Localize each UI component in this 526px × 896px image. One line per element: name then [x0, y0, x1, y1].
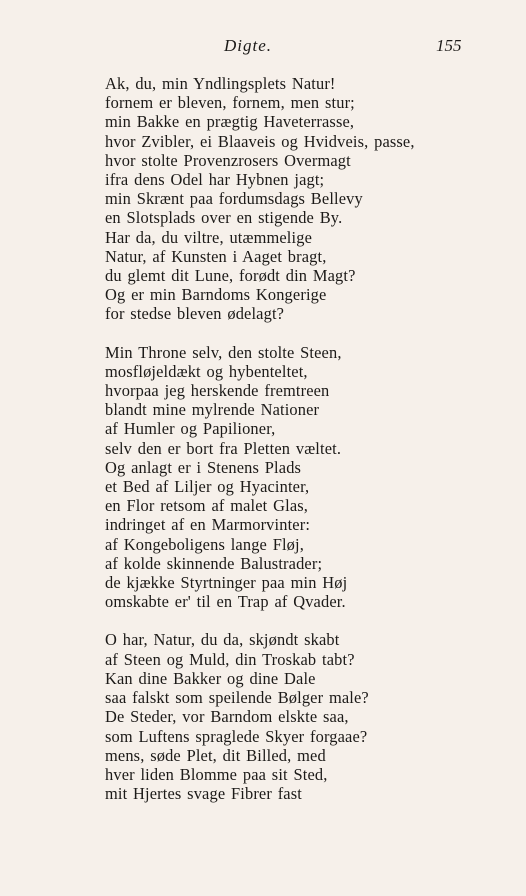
poem-line: et Bed af Liljer og Hyacinter,: [105, 477, 310, 497]
poem-line: hvorpaa jeg herskende fremtreen: [105, 381, 330, 401]
poem-line: hvor Zvibler, ei Blaaveis og Hvidveis, passe,: [105, 131, 415, 151]
poem-line: mit Hjertes svage Fibrer fast: [105, 784, 302, 804]
poem-line: blandt mine mylrende Nationer: [105, 400, 320, 420]
poem-line: omskabte er' til en Trap af Qvader.: [105, 592, 346, 612]
page-number: 155: [436, 36, 462, 55]
poem-line: mens, søde Plet, dit Billed, med: [105, 745, 326, 765]
poem-line: for stedse bleven ødelagt?: [105, 304, 285, 324]
poem-line: af Humler og Papilioner,: [105, 419, 276, 439]
poem-line: Min Throne selv, den stolte Steen,: [105, 342, 342, 362]
poem-line: du glemt dit Lune, forødt din Magt?: [105, 266, 356, 286]
stanza: [105, 343, 505, 612]
running-title: Digte.: [224, 36, 273, 55]
poem-line: af kolde skinnende Balustrader;: [105, 553, 323, 573]
poem-line: indringet af en Marmorvinter:: [105, 515, 311, 535]
poem-line: min Bakke en prægtig Haveterrasse,: [105, 112, 355, 132]
poem-line: selv den er bort fra Pletten væltet.: [105, 438, 342, 458]
poem-line: O har, Natur, du da, skjøndt skabt: [105, 630, 340, 650]
running-header: [0, 36, 526, 58]
poem-line: De Steder, vor Barndom elskte saa,: [105, 707, 349, 727]
poem-line: Og er min Barndoms Kongerige: [105, 285, 327, 305]
poem-line: som Luftens spraglede Skyer forgaae?: [105, 726, 368, 746]
poem-text: [105, 74, 505, 803]
poem-line: Har da, du viltre, utæmmelige: [105, 227, 312, 247]
poem-line: mosfløjeldækt og hybenteltet,: [105, 361, 308, 381]
poem-line: Natur, af Kunsten i Aaget bragt,: [105, 246, 327, 266]
poem-line: Kan dine Bakker og dine Dale: [105, 668, 316, 688]
poem-line: Ak, du, min Yndlingsplets Natur!: [105, 74, 336, 93]
stanza: [105, 630, 505, 803]
poem-line: af Steen og Muld, din Troskab tabt?: [105, 649, 355, 669]
poem-line: Og anlagt er i Stenens Plads: [105, 457, 302, 477]
poem-line: ifra dens Odel har Hybnen jagt;: [105, 170, 325, 190]
poem-line: min Skrænt paa fordumsdags Bellevy: [105, 189, 363, 209]
poem-line: fornem er bleven, fornem, men stur;: [105, 93, 355, 113]
poem-line: en Flor retsom af malet Glas,: [105, 496, 309, 516]
stanza: [105, 74, 505, 324]
poem-line: de kjække Styrtninger paa min Høj: [105, 573, 348, 593]
poem-line: en Slotsplads over en stigende By.: [105, 208, 343, 228]
poem-line: hver liden Blomme paa sit Sted,: [105, 764, 328, 784]
poem-line: hvor stolte Provenzrosers Overmagt: [105, 150, 351, 170]
poem-line: af Kongeboligens lange Fløj,: [105, 534, 304, 554]
poem-line: saa falskt som speilende Bølger male?: [105, 688, 369, 708]
